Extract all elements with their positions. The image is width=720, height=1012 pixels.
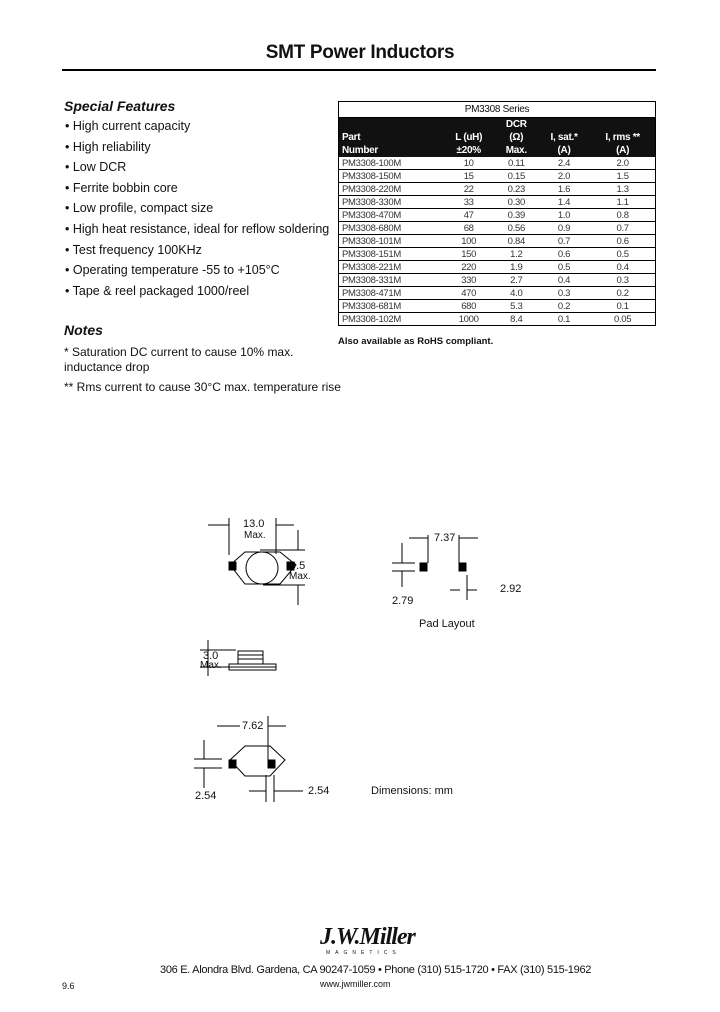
dim-height: 9.5: [290, 560, 306, 572]
table-cell: 0.15: [495, 170, 538, 183]
table-cell: 0.2: [538, 300, 591, 313]
notes-heading: Notes: [64, 322, 103, 338]
table-cell: 0.9: [538, 222, 591, 235]
footer-address: 306 E. Alondra Blvd. Gardena, CA 90247-1059 • Phone (310) 515-1720 • FAX (310) 515-1962: [160, 964, 592, 976]
dim-term-width: 2.54: [308, 785, 330, 797]
table-cell: 0.84: [495, 235, 538, 248]
table-cell: 0.05: [590, 313, 655, 326]
table-cell: 2.7: [495, 274, 538, 287]
table-cell: 10: [443, 157, 495, 170]
note-2: ** Rms current to cause 30°C max. temperature rise: [64, 380, 341, 394]
table-cell: 330: [443, 274, 495, 287]
table-cell: PM3308-151M: [339, 248, 443, 261]
dim-pad-width: 2.92: [500, 583, 522, 595]
table-cell: 1.0: [538, 209, 591, 222]
feature-item: • High reliability: [65, 139, 151, 154]
table-cell: 0.7: [590, 222, 655, 235]
dim-width-max: Max.: [244, 530, 266, 541]
column-header: ±20%: [443, 144, 495, 157]
dim-term-spacing: 7.62: [242, 720, 264, 732]
table-cell: 5.3: [495, 300, 538, 313]
table-cell: PM3308-101M: [339, 235, 443, 248]
feature-item: • Low DCR: [65, 160, 127, 175]
table-cell: 2.0: [590, 157, 655, 170]
feature-item: • High heat resistance, ideal for reflow soldering: [65, 222, 330, 236]
table-cell: 1.5: [590, 170, 655, 183]
table-cell: PM3308-100M: [339, 157, 443, 170]
table-cell: 0.6: [590, 235, 655, 248]
table-cell: 0.7: [538, 235, 591, 248]
table-cell: 68: [443, 222, 495, 235]
table-cell: 1.1: [590, 196, 655, 209]
dim-profile-max: Max.: [200, 660, 222, 671]
column-header: (Ω): [495, 131, 538, 144]
table-cell: 2.4: [538, 157, 591, 170]
dim-profile: 3.0: [203, 650, 219, 662]
feature-item: • Tape & reel packaged 1000/reel: [65, 283, 250, 298]
dim-width: 13.0: [243, 518, 265, 530]
table-cell: 0.1: [590, 300, 655, 313]
dim-pad-spacing: 7.37: [434, 532, 456, 544]
table-cell: 0.30: [495, 196, 538, 209]
table-cell: PM3308-331M: [339, 274, 443, 287]
column-header: I, rms **: [590, 131, 655, 144]
table-cell: 1000: [443, 313, 495, 326]
table-cell: 680: [443, 300, 495, 313]
column-header: L (uH): [443, 131, 495, 144]
table-cell: 0.6: [538, 248, 591, 261]
dim-pad-height: 2.79: [392, 595, 414, 607]
table-cell: 0.4: [590, 261, 655, 274]
column-header: DCR: [495, 118, 538, 132]
table-cell: 100: [443, 235, 495, 248]
table-cell: 15: [443, 170, 495, 183]
dim-term-height: 2.54: [195, 790, 217, 802]
footer-website[interactable]: www.jwmiller.com: [320, 979, 391, 989]
dim-height-max: Max.: [289, 571, 311, 582]
feature-item: • Ferrite bobbin core: [65, 180, 178, 195]
table-cell: 2.0: [538, 170, 591, 183]
page-title: SMT Power Inductors: [265, 42, 455, 63]
column-header: I, sat.*: [538, 131, 591, 144]
rohs-note: Also available as RoHS compliant.: [338, 336, 494, 347]
table-cell: PM3308-220M: [339, 183, 443, 196]
table-cell: PM3308-471M: [339, 287, 443, 300]
table-cell: 47: [443, 209, 495, 222]
table-cell: 0.4: [538, 274, 591, 287]
table-cell: 33: [443, 196, 495, 209]
column-header: Part: [339, 131, 443, 144]
table-title: PM3308 Series: [339, 102, 656, 118]
table-cell: 0.39: [495, 209, 538, 222]
table-cell: 470: [443, 287, 495, 300]
features-heading: Special Features: [64, 98, 176, 114]
feature-item: • High current capacity: [65, 119, 191, 133]
table-cell: PM3308-150M: [339, 170, 443, 183]
table-cell: 0.3: [538, 287, 591, 300]
table-cell: 0.23: [495, 183, 538, 196]
column-header: Max.: [495, 144, 538, 157]
jw-miller-logo: J.W.Miller: [320, 924, 415, 950]
column-header: Number: [339, 144, 443, 157]
feature-item: • Test frequency 100KHz: [65, 242, 202, 257]
table-cell: 0.11: [495, 157, 538, 170]
column-header: (A): [590, 144, 655, 157]
units-label: Dimensions: mm: [371, 785, 453, 797]
table-cell: PM3308-221M: [339, 261, 443, 274]
table-cell: PM3308-102M: [339, 313, 443, 326]
table-cell: 0.5: [590, 248, 655, 261]
table-cell: PM3308-330M: [339, 196, 443, 209]
table-cell: 22: [443, 183, 495, 196]
table-cell: 1.9: [495, 261, 538, 274]
table-cell: 1.6: [538, 183, 591, 196]
table-cell: 1.4: [538, 196, 591, 209]
feature-item: • Operating temperature -55 to +105°C: [65, 263, 280, 278]
table-cell: 1.3: [590, 183, 655, 196]
table-cell: 0.2: [590, 287, 655, 300]
table-cell: 8.4: [495, 313, 538, 326]
table-cell: 0.1: [538, 313, 591, 326]
table-cell: PM3308-681M: [339, 300, 443, 313]
table-cell: 4.0: [495, 287, 538, 300]
table-cell: PM3308-680M: [339, 222, 443, 235]
table-cell: 220: [443, 261, 495, 274]
table-cell: PM3308-470M: [339, 209, 443, 222]
pad-layout-label: Pad Layout: [419, 618, 475, 630]
table-cell: 0.56: [495, 222, 538, 235]
table-cell: 0.3: [590, 274, 655, 287]
feature-item: • Low profile, compact size: [65, 201, 214, 216]
table-cell: 0.5: [538, 261, 591, 274]
table-cell: 1.2: [495, 248, 538, 261]
table-cell: 0.8: [590, 209, 655, 222]
note-1: * Saturation DC current to cause 10% max. inductance drop: [64, 345, 294, 374]
page-number: 9.6: [62, 981, 75, 991]
table-cell: 150: [443, 248, 495, 261]
logo-subtitle: MAGNETICS: [326, 950, 401, 956]
column-header: (A): [538, 144, 591, 157]
